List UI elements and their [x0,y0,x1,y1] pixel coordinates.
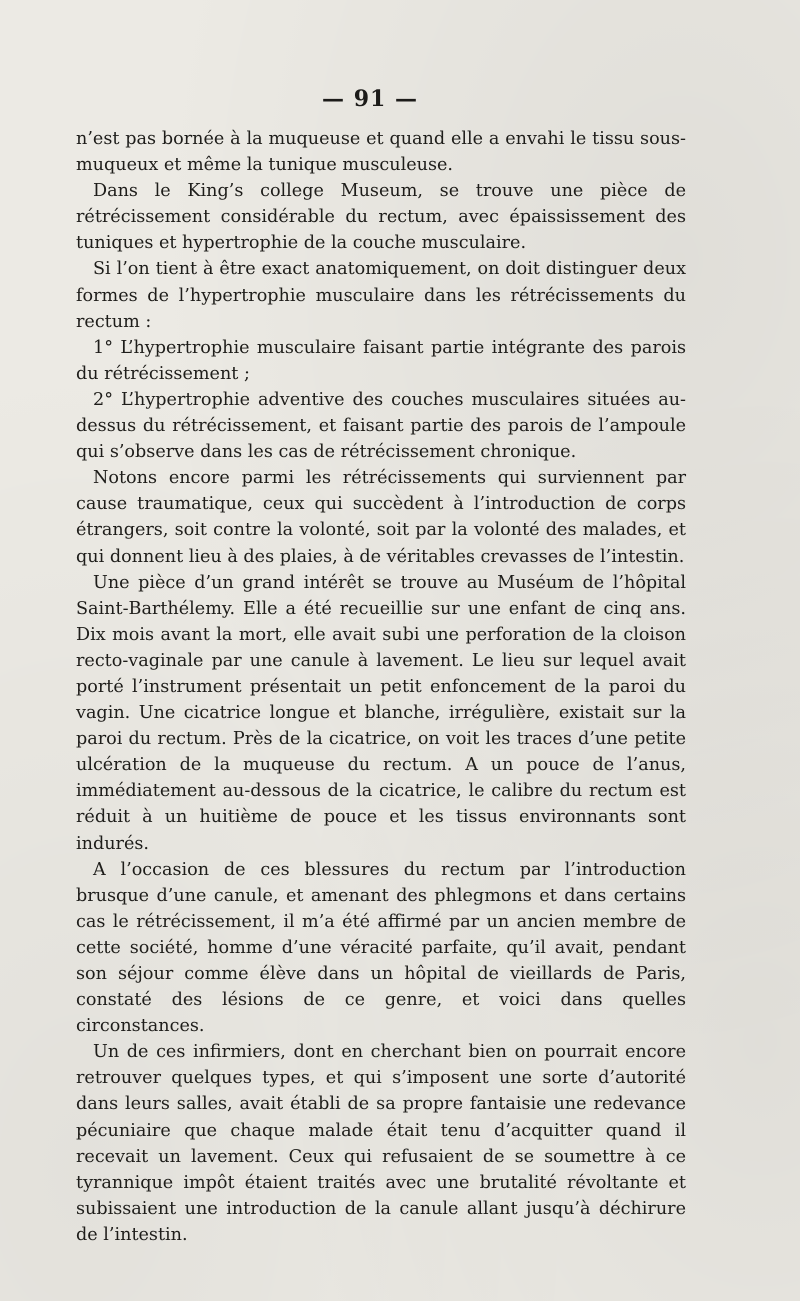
body-text [76,126,686,1248]
paragraph: A l’occasion de ces blessures du rectum par l’introduction brusque d’une canule, et amenant des phlegmons et dans certains cas le rétrécissement, il m’a été affirmé par un ancien membre de cette société, homme d’une véracité parfaite, qu’il avait, pendant son séjour comme élève dans un hôpital de vieillards de Paris, constaté des lésions de ce genre, et voici dans quelles circonstances. [76,859,686,1037]
paragraph: n’est pas bornée à la muqueuse et quand elle a envahi le tissu sous-muqueux et même la tunique musculeuse. [76,129,686,176]
paragraph: 1° L’hypertrophie musculaire faisant partie intégrante des parois du rétrécissement ; [76,337,686,384]
paragraph: Si l’on tient à être exact anatomiquement, on doit distinguer deux formes de l’hypertrophie musculaire dans les rétrécissements du rectum : [76,259,686,332]
paragraph: Un de ces infirmiers, dont en cherchant bien on pourrait encore retrouver quelques types, et qui s’imposent une sorte d’autorité dans leurs salles, avait établi de sa propre fantaisie une redevance pécuniaire que chaque malade était tenu d’acquitter quand il recevait un lavement. Ceux qui refusaient de se soumettre à ce tyrannique impôt étaient traités avec une brutalité révoltante et subissaient une introduction de la canule allant jusqu’à déchirure de l’intestin. [76,1042,686,1245]
paragraph: Dans le King’s college Museum, se trouve une pièce de rétrécissement considérable du rectum, avec épaississement des tuniques et hypertrophie de la couche musculaire. [76,181,686,254]
paragraph: Notons encore parmi les rétrécissements qui surviennent par cause traumatique, ceux qui succèdent à l’introduction de corps étrangers, soit contre la volonté, soit par la volonté des malades, et qui donnent lieu à des plaies, à de véritables crevasses de l’intestin. [76,468,686,567]
page-number: — 91 — [322,86,418,112]
paragraph: 2° L’hypertrophie adventive des couches musculaires situées au-dessus du rétrécissement, et faisant partie des parois de l’ampoule qui s’observe dans les cas de rétrécissement chronique. [76,389,686,463]
paragraph: Une pièce d’un grand intérêt se trouve au Muséum de l’hôpital Saint-Barthélemy. Elle a été recueillie sur une enfant de cinq ans. Dix mois avant la mort, elle avait subi une perforation de la cloison recto-vaginale par une canule à lavement. Le lieu sur lequel avait porté l’instrument présentait un petit enfoncement de la paroi du vagin. Une cicatrice longue et blanche, irrégulière, existait sur la paroi du rectum. Près de la cicatrice, on voit les traces d’une petite ulcération de la muqueuse du rectum. A un pouce de l’anus, immédiatement au-dessous de la cicatrice, le calibre du rectum est réduit à un huitième de pouce et les tissus environnants sont indurés. [76,572,686,854]
